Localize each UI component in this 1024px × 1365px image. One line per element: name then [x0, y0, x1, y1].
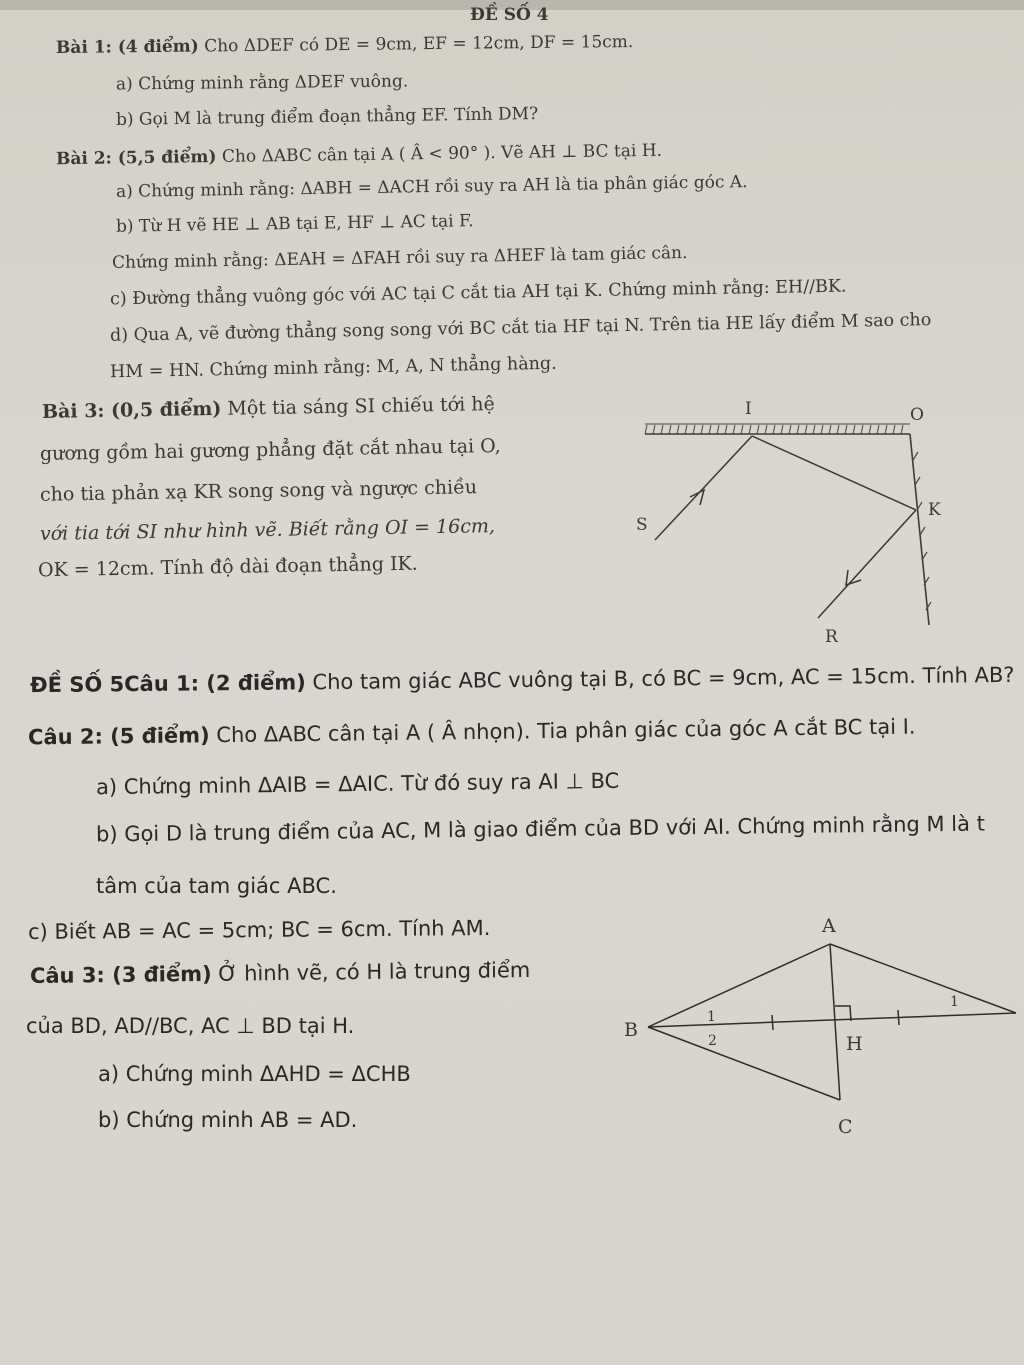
- de4-bai3-line2: gương gồm hai gương phẳng đặt cắt nhau tại O,: [39, 434, 501, 466]
- de4-bai3-text: Một tia sáng SI chiếu tới hệ: [221, 393, 495, 420]
- de4-bai2-part-d1: d) Qua A, vẽ đường thẳng song song với BC cắt tia HF tại N. Trên tia HE lấy điểm M sao cho: [109, 310, 932, 346]
- de5-cau2-part-b1: b) Gọi D là trung điểm của AC, M là giao điểm của BD với AI. Chứng minh rằng M là t: [95, 811, 985, 847]
- tick-bh: [772, 1015, 773, 1030]
- label-O: O: [910, 405, 924, 425]
- segment-bd: [648, 1013, 1016, 1027]
- de4-bai2-part-b1: b) Từ H vẽ HE ⊥ AB tại E, HF ⊥ AC tại F.: [115, 211, 474, 237]
- de5-cau3-text: Ở hình vẽ, có H là trung điểm: [211, 957, 531, 986]
- de4-bai2-part-d2: HM = HN. Chứng minh rằng: M, A, N thẳng hàng.: [109, 353, 557, 383]
- de4-bai1-part-a: a) Chứng minh rằng ΔDEF vuông.: [115, 71, 409, 95]
- de5-cau1-text: Cho tam giác ABC vuông tại B, có BC = 9cm, AC = 15cm. Tính AB?: [305, 662, 1015, 695]
- de4-bai1-part-b: b) Gọi M là trung điểm đoạn thẳng EF. Tính DM?: [115, 104, 539, 130]
- label-C: C: [838, 1116, 853, 1138]
- de4-bai2-part-c: c) Đường thẳng vuông góc với AC tại C cắt tia AH tại K. Chứng minh rằng: EH//BK.: [109, 276, 847, 310]
- label-I: I: [745, 399, 752, 419]
- de5-cau2-part-c: c) Biết AB = AC = 5cm; BC = 6cm. Tính AM.: [27, 915, 491, 945]
- de5-cau2-part-b2: tâm của tam giác ABC.: [96, 874, 337, 898]
- de5-cau3-part-b: b) Chứng minh AB = AD.: [98, 1108, 358, 1132]
- de4-bai3-line4: với tia tới SI như hình vẽ. Biết rằng OI = 16cm,: [39, 515, 496, 545]
- label-S: S: [636, 515, 648, 535]
- de5-cau1-head: Câu 1: (2 điểm): [124, 670, 306, 697]
- de4-bai3-line5: OK = 12cm. Tính độ dài đoạn thẳng IK.: [37, 552, 418, 582]
- angle-label-b2: 2: [708, 1033, 717, 1049]
- de4-bai1-text: Cho ΔDEF có DE = 9cm, EF = 12cm, DF = 15cm.: [198, 31, 634, 57]
- de5-cau3-head: Câu 3: (3 điểm): [29, 961, 212, 989]
- segment-ad: [830, 944, 1016, 1013]
- label-R: R: [825, 627, 838, 647]
- segment-ac: [830, 944, 840, 1100]
- label-K: K: [928, 500, 941, 520]
- de5-cau2-part-a: a) Chứng minh ΔAIB = ΔAIC. Từ đó suy ra AI ⊥ BC: [95, 768, 620, 800]
- de5-title: ĐỀ SỐ 5: [29, 672, 125, 698]
- segment-bc: [648, 1027, 840, 1100]
- de4-bai2-text: Cho ΔABC cân tại A ( Â < 90° ). Vẽ AH ⊥ BC tại H.: [216, 140, 663, 167]
- de4-bai2-part-a: a) Chứng minh rằng: ΔABH = ΔACH rồi suy ra AH là tia phân giác góc A.: [115, 172, 748, 202]
- de4-title: ĐỀ SỐ 4: [470, 5, 549, 25]
- de4-bai3-head: Bài 3: (0,5 điểm): [41, 397, 222, 423]
- label-A: A: [822, 915, 836, 937]
- de4-bai2-part-b2: Chứng minh rằng: ΔEAH = ΔFAH rồi suy ra ΔHEF là tam giác cân.: [111, 242, 688, 274]
- de4-bai3-line3: cho tia phản xạ KR song song và ngược chiều: [39, 476, 478, 506]
- angle-label-d1: 1: [950, 994, 959, 1010]
- de5-cau2-text: Cho ΔABC cân tại A ( Â nhọn). Tia phân giác của góc A cắt BC tại I.: [209, 714, 916, 748]
- label-H: H: [846, 1033, 863, 1055]
- de5-cau3-line2: của BD, AD//BC, AC ⊥ BD tại H.: [26, 1014, 355, 1038]
- angle-label-b1: 1: [707, 1009, 716, 1025]
- de5-cau3-part-a: a) Chứng minh ΔAHD = ΔCHB: [98, 1062, 411, 1086]
- de4-bai1-head: Bài 1: (4 điểm): [55, 36, 199, 59]
- de4-bai2-head: Bài 2: (5,5 điểm): [55, 146, 217, 170]
- tick-hd: [898, 1010, 899, 1025]
- segment-ba: [648, 944, 830, 1027]
- label-B: B: [624, 1019, 638, 1041]
- de5-cau2-head: Câu 2: (5 điểm): [27, 723, 210, 750]
